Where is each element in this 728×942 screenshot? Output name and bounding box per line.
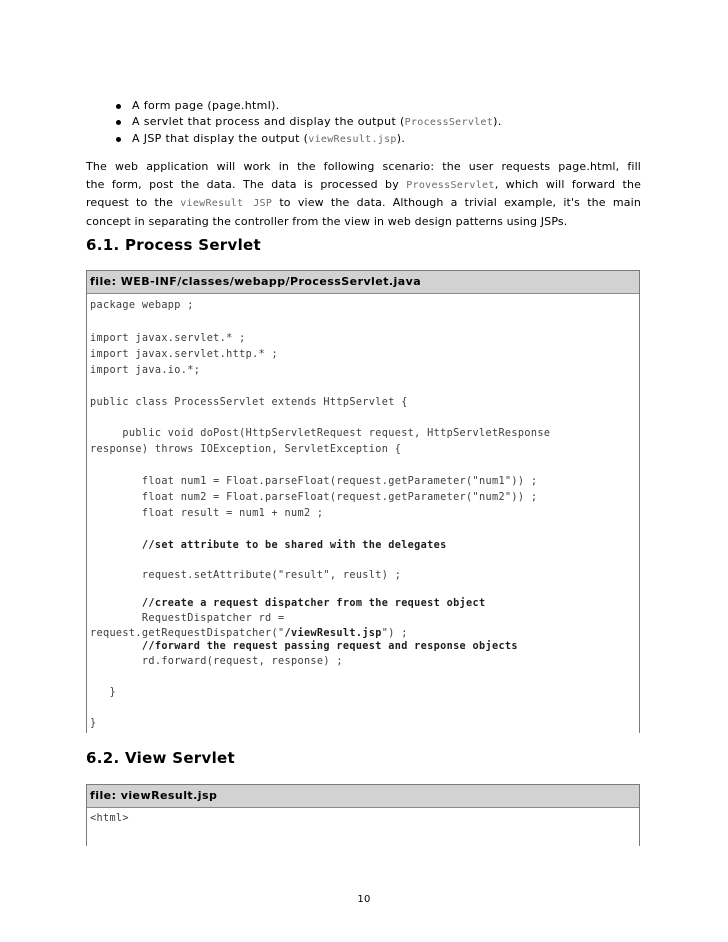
- list-item-text: ).: [493, 115, 502, 128]
- list-item-text: A JSP that display the output (: [132, 132, 309, 145]
- code-line: rd.forward(request, response) ;: [90, 656, 343, 667]
- code-line: [90, 627, 408, 641]
- code-line: }: [90, 718, 97, 729]
- code-line: float num1 = Float.parseFloat(request.getParameter("num1")) ;: [90, 476, 538, 487]
- paragraph-text: to view the data. Although a trivial example, it's the main: [279, 196, 641, 210]
- bullet-list: [114, 98, 502, 148]
- code-text: request.getRequestDispatcher(": [90, 628, 285, 639]
- list-item: [114, 131, 502, 148]
- scenario-paragraph: [86, 158, 641, 231]
- code-text-bold: /viewResult.jsp: [284, 628, 382, 639]
- section-heading-view-servlet: 6.2. View Servlet: [86, 749, 235, 767]
- inline-code: ProcessServlet: [404, 117, 494, 128]
- list-item: [114, 98, 502, 114]
- code-line: }: [90, 687, 116, 698]
- file-caption: file: viewResult.jsp: [87, 785, 639, 808]
- paragraph-text: , which will forward the: [494, 177, 641, 191]
- code-line: public void doPost(HttpServletRequest request, HttpServletResponse: [90, 428, 551, 439]
- paragraph-line: [86, 194, 641, 213]
- code-block: [87, 294, 639, 733]
- inline-code: viewResult.jsp: [308, 134, 397, 145]
- paragraph-line: concept in separating the controller from the view in web design patterns using JSPs.: [86, 215, 568, 229]
- code-line: package webapp ;: [90, 300, 194, 311]
- paragraph-line: [86, 176, 641, 195]
- code-line: float result = num1 + num2 ;: [90, 508, 324, 519]
- code-line: import javax.servlet.http.* ;: [90, 349, 279, 360]
- paragraph-text: the form, post the data. The data is processed by: [86, 177, 399, 191]
- list-item-text: A form page (page.html).: [132, 99, 280, 112]
- inline-code: viewResult JSP: [180, 198, 273, 210]
- code-line: request.setAttribute("result", reuslt) ;: [90, 570, 402, 581]
- code-line: RequestDispatcher rd =: [90, 613, 285, 624]
- code-line: <html>: [90, 813, 129, 824]
- bullet-icon: [116, 120, 121, 125]
- list-item-text: ).: [396, 132, 406, 145]
- code-comment: //set attribute to be shared with the delegates: [90, 540, 447, 551]
- code-comment: //create a request dispatcher from the request object: [90, 598, 486, 609]
- code-box-process-servlet: [86, 270, 640, 733]
- code-comment: //forward the request passing request and response objects: [90, 641, 518, 652]
- code-line: import javax.servlet.* ;: [90, 333, 246, 344]
- code-line: public class ProcessServlet extends HttpServlet {: [90, 397, 408, 408]
- code-line: float num2 = Float.parseFloat(request.getParameter("num2")) ;: [90, 492, 538, 503]
- page-number: 10: [357, 894, 371, 905]
- inline-code: ProvessServlet: [406, 179, 495, 191]
- bullet-icon: [116, 137, 121, 142]
- paragraph-line: The web application will work in the following scenario: the user requests page.html, fill: [86, 160, 641, 173]
- list-item: [114, 114, 502, 131]
- code-box-view-result: [86, 784, 640, 846]
- file-caption: file: WEB-INF/classes/webapp/ProcessServlet.java: [87, 271, 639, 294]
- list-item-text: A servlet that process and display the output (: [132, 115, 405, 128]
- bullet-icon: [116, 104, 121, 109]
- section-heading-process-servlet: 6.1. Process Servlet: [86, 236, 261, 254]
- code-line: import java.io.*;: [90, 365, 201, 376]
- code-line: response) throws IOException, ServletException {: [90, 444, 402, 455]
- code-block: [87, 808, 639, 846]
- paragraph-text: request to the: [86, 196, 174, 210]
- code-text: ") ;: [381, 628, 408, 639]
